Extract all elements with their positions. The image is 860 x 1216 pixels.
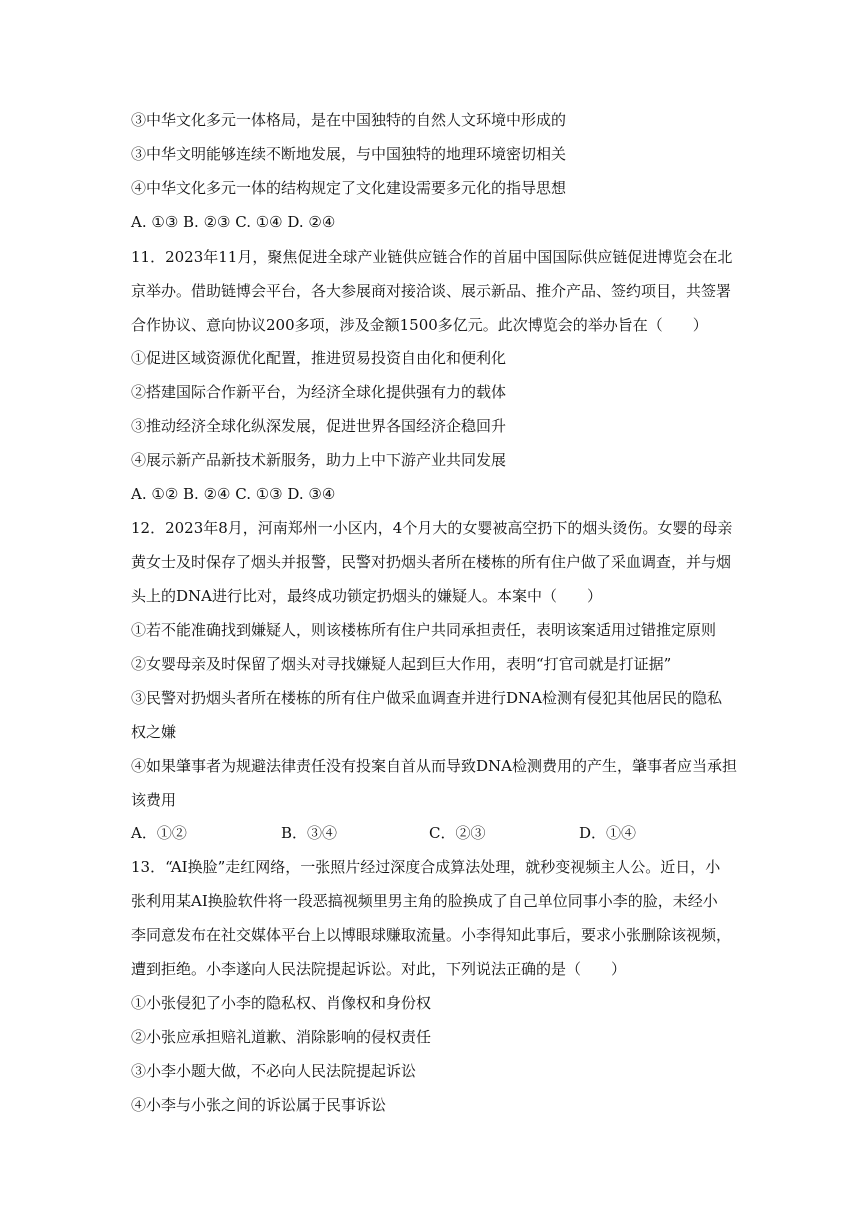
q11-statement-3: ③推动经济全球化纵深发展，促进世界各国经济企稳回升 bbox=[131, 417, 507, 435]
q12-option-b: B．③④ bbox=[281, 824, 338, 842]
q12-statement-1: ①若不能准确找到嫌疑人，则该楼栋所有住户共同承担责任，表明该案适用过错推定原则 bbox=[131, 621, 717, 639]
q10-statement-3: ④中华文化多元一体的结构规定了文化建设需要多元化的指导思想 bbox=[131, 179, 567, 197]
q12-stem-line-3: 头上的DNA进行比对，最终成功锁定扔烟头的嫌疑人。本案中（ ） bbox=[131, 587, 602, 605]
q12-statement-4-line-2: 该费用 bbox=[131, 791, 177, 809]
q12-statement-4-line-1: ④如果肇事者为规避法律责任没有投案自首从而导致DNA检测费用的产生，肇事者应当承担 bbox=[131, 757, 737, 775]
q12-statement-2: ②女婴母亲及时保留了烟头对寻找嫌疑人起到巨大作用，表明“打官司就是打证据” bbox=[131, 655, 672, 673]
q13-statement-2: ②小张应承担赔礼道歉、消除影响的侵权责任 bbox=[131, 1028, 432, 1046]
q13-stem-line-2: 张利用某AI换脸软件将一段恶搞视频里男主角的脸换成了自己单位同事小李的脸，未经小 bbox=[131, 892, 718, 910]
q13-statement-4: ④小李与小张之间的诉讼属于民事诉讼 bbox=[131, 1096, 387, 1114]
q13-stem-line-1: 13．“AI换脸”走红网络，一张照片经过深度合成算法处理，就秒变视频主人公。近日，小 bbox=[131, 858, 721, 876]
q11-statement-2: ②搭建国际合作新平台，为经济全球化提供强有力的载体 bbox=[131, 383, 507, 401]
q11-stem-line-2: 京举办。借助链博会平台，各大参展商对接洽谈、展示新品、推介产品、签约项目，共签署 bbox=[131, 282, 732, 300]
q12-option-c: C．②③ bbox=[429, 824, 486, 842]
q13-stem-line-3: 李同意发布在社交媒体平台上以博眼球赚取流量。小李得知此事后，要求小张删除该视频， bbox=[131, 926, 732, 944]
q12-stem-line-1: 12．2023年8月，河南郑州一小区内，4个月大的女婴被高空扔下的烟头烫伤。女婴的母亲 bbox=[131, 519, 733, 537]
q11-statement-1: ①促进区域资源优化配置，推进贸易投资自由化和便利化 bbox=[131, 349, 507, 367]
q11-statement-4: ④展示新产品新技术新服务，助力上中下游产业共同发展 bbox=[131, 451, 507, 469]
q13-statement-3: ③小李小题大做，不必向人民法院提起诉讼 bbox=[131, 1062, 417, 1080]
q11-options: A. ①② B. ②④ C. ①③ D. ③④ bbox=[131, 485, 336, 503]
q11-stem-line-3: 合作协议、意向协议200多项，涉及金额1500多亿元。此次博览会的举办旨在（ ） bbox=[131, 316, 708, 334]
q10-statement-2: ③中华文明能够连续不断地发展，与中国独特的地理环境密切相关 bbox=[131, 145, 567, 163]
q12-statement-3-line-1: ③民警对扔烟头者所在楼栋的所有住户做采血调查并进行DNA检测有侵犯其他居民的隐私 bbox=[131, 689, 722, 707]
q12-option-a: A．①② bbox=[131, 824, 187, 842]
q12-statement-3-line-2: 权之嫌 bbox=[131, 723, 177, 741]
q12-stem-line-2: 黄女士及时保存了烟头并报警，民警对扔烟头者所在楼栋的所有住户做了采血调查，并与烟 bbox=[131, 553, 732, 571]
q12-option-d: D．①④ bbox=[579, 824, 637, 842]
q13-statement-1: ①小张侵犯了小李的隐私权、肖像权和身份权 bbox=[131, 994, 432, 1012]
q10-statement-1: ③中华文化多元一体格局，是在中国独特的自然人文环境中形成的 bbox=[131, 111, 567, 129]
q11-stem-line-1: 11．2023年11月，聚焦促进全球产业链供应链合作的首届中国国际供应链促进博览会在北 bbox=[131, 248, 733, 266]
q10-options: A. ①③ B. ②③ C. ①④ D. ②④ bbox=[131, 213, 336, 231]
q13-stem-line-4: 遭到拒绝。小李遂向人民法院提起诉讼。对此，下列说法正确的是（ ） bbox=[131, 960, 627, 978]
